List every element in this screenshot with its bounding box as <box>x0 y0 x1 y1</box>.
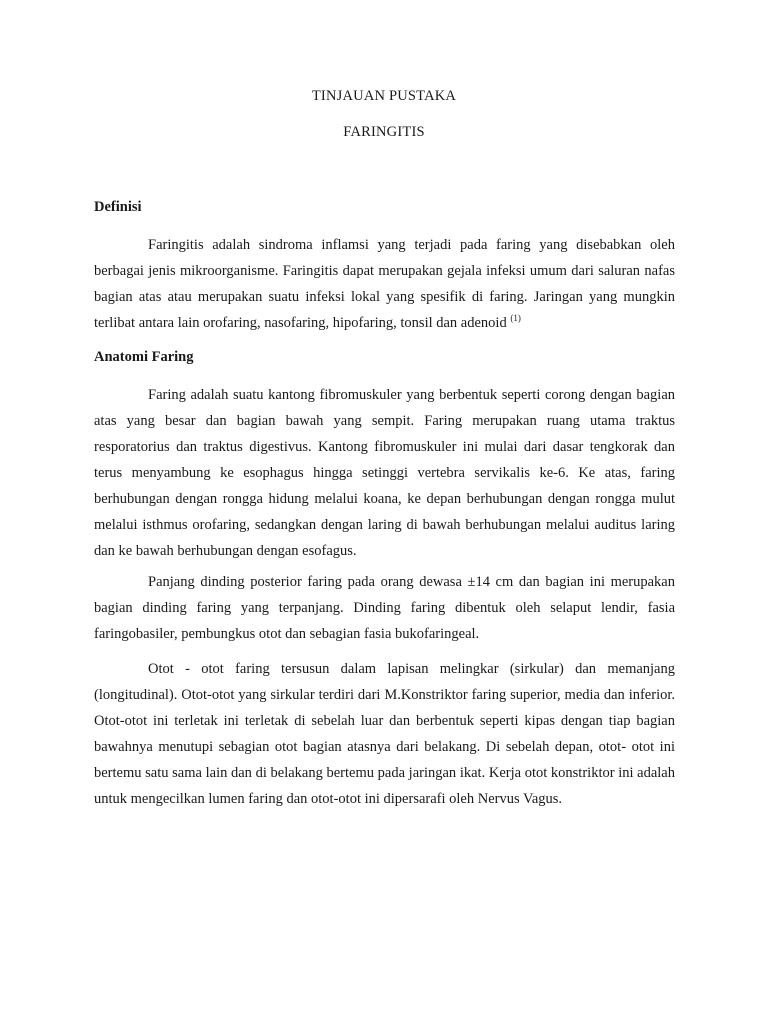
paragraph-definisi <box>94 232 675 336</box>
document-title: TINJAUAN PUSTAKA <box>311 88 457 104</box>
document-subtitle: FARINGITIS <box>343 124 425 140</box>
paragraph-anatomi-1: Faring adalah suatu kantong fibromuskuler yang berbentuk seperti corong dengan bagian atas yang besar dan bagian bawah yang sempit. Faring merupakan ruang utama traktus resporatorius dan traktus digestivus. Kantong fibromuskuler ini mulai dari dasar tengkorak dan terus menyambung ke esophagus hingga setinggi vertebra servikalis ke-6. Ke atas, faring berhubungan dengan rongga hidung melalui koana, ke depan berhubungan dengan rongga mulut melalui isthmus orofaring, sedangkan dengan laring di bawah berhubungan melalui auditus laring dan ke bawah berhubungan dengan esofagus. <box>94 387 675 559</box>
paragraph-anatomi-2: Panjang dinding posterior faring pada orang dewasa ±14 cm dan bagian ini merupakan bagian dinding faring yang terpanjang. Dinding faring dibentuk oleh selaput lendir, fasia faringobasiler, pembungkus otot dan sebagian fasia bukofaringeal. <box>94 574 675 642</box>
reference-marker: (1) <box>510 313 521 323</box>
paragraph-anatomi-3: Otot - otot faring tersusun dalam lapisan melingkar (sirkular) dan memanjang (longitudinal). Otot-otot yang sirkular terdiri dari M.Konstriktor faring superior, media dan inferior. Otot-otot ini terletak ini terletak di sebelah luar dan berbentuk seperti kipas dengan tiap bagian bawahnya menutupi sebagian otot bagian atasnya dari belakang. Di sebelah depan, otot- otot ini bertemu satu sama lain dan di belakang bertemu pada jaringan ikat. Kerja otot konstriktor ini adalah untuk mengecilkan lumen faring dan otot-otot ini dipersarafi oleh Nervus Vagus. <box>94 661 675 807</box>
section-heading-anatomi: Anatomi Faring <box>94 349 194 365</box>
section-heading-definisi: Definisi <box>94 199 142 215</box>
paragraph-definisi-text: Faringitis adalah sindroma inflamsi yang terjadi pada faring yang disebabkan oleh berbagai jenis mikroorganisme. Faringitis dapat merupakan gejala infeksi umum dari saluran nafas bagian atas atau merupakan suatu infeksi lokal yang spesifik di faring. Jaringan yang mungkin terlibat antara lain orofaring, nasofaring, hipofaring, tonsil dan adenoid <box>94 237 675 331</box>
